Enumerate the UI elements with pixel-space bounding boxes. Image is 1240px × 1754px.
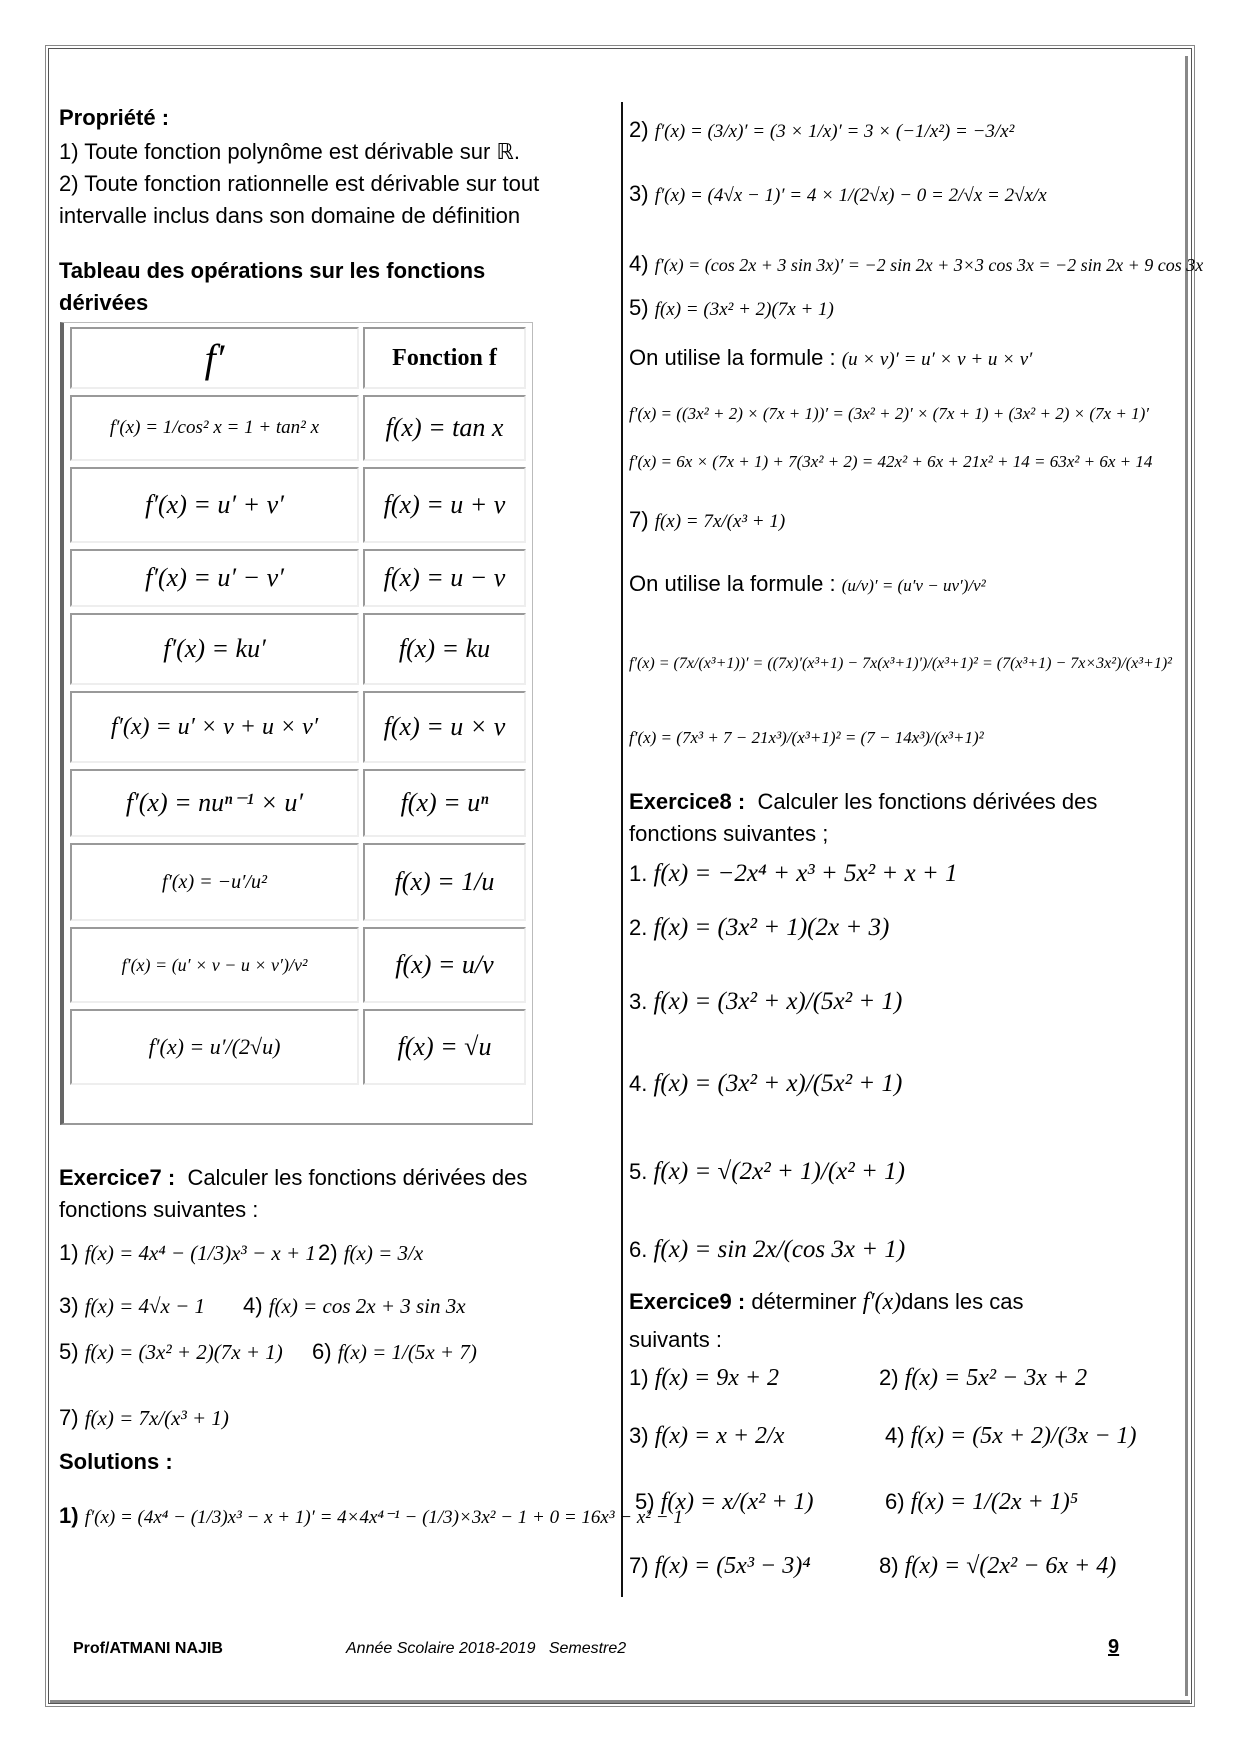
- derivative-cell: [70, 467, 359, 543]
- property-title: Propriété :: [59, 105, 170, 130]
- derivative-formula: f′(x) = u′/(2√u): [148, 1034, 281, 1059]
- ex9-text-after: dans les cas: [901, 1289, 1024, 1314]
- table-row: [68, 1007, 528, 1087]
- derivative-formula: f′(x) = nuⁿ⁻¹ × u′: [125, 788, 304, 817]
- solution-5: [629, 292, 834, 326]
- solution-5-line-1: f′(x) = ((3x² + 2) × (7x + 1))′ = (3x² + 2)′ × (7x + 1) + (3x² + 2) × (7x + 1)′: [629, 404, 1149, 423]
- item-formula: f(x) = √(2x² + 1)/(x² + 1): [653, 1158, 905, 1185]
- footer-year: Année Scolaire 2018-2019 Semestre2: [346, 1640, 627, 1657]
- item-number: 1): [629, 1365, 649, 1390]
- ex8-title: Exercice8 :: [629, 789, 746, 814]
- item-number: 3): [629, 1423, 649, 1448]
- item-number: 7): [59, 1405, 79, 1430]
- ex7-heading: [59, 1162, 527, 1194]
- item-number: 6): [312, 1339, 332, 1364]
- solution-function: f(x) = 7x/(x³ + 1): [654, 511, 786, 532]
- table-title: Tableau des opérations sur les fonctions: [59, 258, 486, 283]
- solution-number: 7): [629, 507, 649, 532]
- header-derivative-label: f′: [204, 335, 225, 381]
- item-formula: f(x) = (5x + 2)/(3x − 1): [910, 1423, 1137, 1449]
- solution-4: [629, 248, 1203, 281]
- ex7-item-2: [318, 1237, 423, 1269]
- solution-7-line-1: f′(x) = (7x/(x³+1))′ = ((7x)′(x³+1) − 7x(x³+1)′)/(x³+1)² = (7(x³+1) − 7x×3x²)/(x³+1)²: [629, 655, 1172, 672]
- solution-1: [59, 1500, 683, 1534]
- item-formula: f(x) = (3x² + x)/(5x² + 1): [653, 988, 903, 1015]
- table-row: [68, 611, 528, 687]
- property-item-2-cont: intervalle inclus dans son domaine de définition: [59, 203, 521, 228]
- solution-function: f(x) = (3x² + 2)(7x + 1): [654, 299, 834, 320]
- item-formula: f(x) = 5x² − 3x + 2: [904, 1365, 1088, 1391]
- ex9-item-2: [879, 1362, 1087, 1394]
- page-border-right: [1185, 56, 1188, 1696]
- ex9-item-3: [629, 1420, 784, 1452]
- item-number: 8): [879, 1553, 899, 1578]
- ex7-item-1: [59, 1237, 316, 1269]
- item-number: 4.: [629, 1071, 648, 1096]
- solution-number: 5): [629, 295, 649, 320]
- function-cell: [363, 613, 526, 685]
- header-function: [363, 327, 526, 389]
- item-formula: f(x) = (3x² + x)/(5x² + 1): [653, 1070, 903, 1097]
- function-formula: f(x) = u/v: [395, 950, 494, 979]
- table-row: [68, 393, 528, 463]
- ex8-item-5: [629, 1156, 905, 1188]
- ex9-item-5: [635, 1486, 814, 1518]
- ex8-item-3: [629, 986, 902, 1018]
- ex9-item-8: [879, 1550, 1116, 1582]
- function-cell: [363, 691, 526, 763]
- derivative-cell: [70, 549, 359, 607]
- function-formula: f(x) = u + v: [383, 490, 506, 519]
- derivative-formula: f′(x) = (u′ × v − u × v′)/v²: [121, 954, 308, 975]
- derivative-formula: f′(x) = 1/cos² x = 1 + tan² x: [109, 417, 320, 438]
- ex7-item-5: [59, 1336, 283, 1368]
- item-number: 3.: [629, 989, 648, 1014]
- solution-formula: f′(x) = (3/x)′ = (3 × 1/x)′ = 3 × (−1/x²) = −3/x²: [654, 121, 1015, 142]
- item-formula: f(x) = 7x/(x³ + 1): [84, 1406, 229, 1430]
- function-formula: f(x) = uⁿ: [400, 788, 489, 817]
- solution-number: 4): [629, 251, 649, 276]
- formula-label: On utilise la formule :: [629, 345, 836, 370]
- item-formula: f(x) = (5x³ − 3)⁴: [654, 1553, 811, 1579]
- ex8-heading: [629, 786, 1097, 818]
- ex7-item-7: [59, 1402, 229, 1434]
- derivative-formula: f′(x) = u′ + v′: [145, 490, 284, 519]
- solutions-title: Solutions :: [59, 1449, 173, 1474]
- table-row: [68, 925, 528, 1005]
- ex7-item-6: [312, 1336, 477, 1368]
- item-number: 4): [885, 1423, 905, 1448]
- column-divider: [621, 102, 623, 1597]
- solution-7-formula: [629, 568, 986, 602]
- solution-number: 1): [59, 1503, 79, 1528]
- item-number: 2): [318, 1240, 338, 1265]
- ex8-text-cont: fonctions suivantes ;: [629, 821, 829, 846]
- ex7-item-3: [59, 1290, 205, 1322]
- property-item-1: 1) Toute fonction polynôme est dérivable sur ℝ.: [59, 139, 520, 164]
- derivatives-table: [60, 322, 533, 1125]
- function-formula: f(x) = tan x: [385, 413, 504, 442]
- item-number: 2.: [629, 915, 648, 940]
- derivative-cell: [70, 843, 359, 921]
- ex7-title: Exercice7 :: [59, 1165, 176, 1190]
- solution-7-line-2: f′(x) = (7x³ + 7 − 21x³)/(x³+1)² = (7 − 14x³)/(x³+1)²: [629, 728, 984, 747]
- function-cell: [363, 1009, 526, 1085]
- item-number: 7): [629, 1553, 649, 1578]
- item-number: 1): [59, 1240, 79, 1265]
- item-number: 2): [879, 1365, 899, 1390]
- item-formula: f(x) = √(2x² − 6x + 4): [904, 1553, 1117, 1579]
- function-cell: [363, 549, 526, 607]
- page-border-bottom: [50, 1700, 1190, 1703]
- ex9-text-cont: suivants :: [629, 1327, 722, 1352]
- ex9-item-6: [885, 1486, 1078, 1518]
- item-formula: f(x) = (3x² + 2)(7x + 1): [84, 1340, 283, 1364]
- derivative-cell: [70, 927, 359, 1003]
- solution-formula: f′(x) = (cos 2x + 3 sin 3x)′ = −2 sin 2x + 3×3 cos 3x = −2 sin 2x + 9 cos 3x: [654, 255, 1204, 275]
- ex8-item-6: [629, 1234, 905, 1266]
- item-number: 5): [635, 1489, 655, 1514]
- item-formula: f(x) = 9x + 2: [654, 1365, 780, 1391]
- item-number: 6.: [629, 1237, 648, 1262]
- footer-author: Prof/ATMANI NAJIB: [73, 1640, 223, 1657]
- derivative-formula: f′(x) = −u′/u²: [161, 870, 268, 893]
- ex9-fprime: f′(x): [862, 1289, 902, 1315]
- derivative-formula: f′(x) = ku′: [163, 634, 266, 663]
- item-number: 4): [243, 1293, 263, 1318]
- function-cell: [363, 467, 526, 543]
- derivative-cell: [70, 613, 359, 685]
- header-derivative: [70, 327, 359, 389]
- item-number: 6): [885, 1489, 905, 1514]
- solution-5-line-2: f′(x) = 6x × (7x + 1) + 7(3x² + 2) = 42x² + 6x + 21x² + 14 = 63x² + 6x + 14: [629, 452, 1153, 471]
- ex7-text: Calculer les fonctions dérivées des: [187, 1165, 528, 1190]
- header-function-label: Fonction f: [392, 344, 497, 371]
- item-formula: f(x) = 4x⁴ − (1/3)x³ − x + 1: [84, 1241, 316, 1265]
- ex8-item-2: [629, 912, 889, 944]
- ex9-heading: [629, 1286, 1023, 1318]
- derivative-cell: [70, 1009, 359, 1085]
- item-formula: f(x) = 4√x − 1: [84, 1294, 206, 1318]
- derivative-cell: [70, 395, 359, 461]
- ex9-text: déterminer: [751, 1289, 857, 1314]
- formula: (u/v)′ = (u′v − uv′)/v²: [841, 576, 986, 595]
- function-cell: [363, 843, 526, 921]
- item-formula: f(x) = 1/(2x + 1)⁵: [910, 1489, 1079, 1515]
- property-item-2: 2) Toute fonction rationnelle est dérivable sur tout: [59, 171, 540, 196]
- function-formula: f(x) = u × v: [383, 712, 506, 741]
- function-formula: f(x) = 1/u: [394, 867, 495, 896]
- solution-number: 2): [629, 117, 649, 142]
- item-formula: f(x) = −2x⁴ + x³ + 5x² + x + 1: [653, 860, 958, 887]
- derivative-cell: [70, 769, 359, 837]
- item-formula: f(x) = x/(x² + 1): [660, 1489, 814, 1515]
- ex8-item-1: [629, 858, 957, 890]
- derivative-formula: f′(x) = u′ × v + u × v′: [110, 713, 319, 740]
- item-number: 5): [59, 1339, 79, 1364]
- item-formula: f(x) = 1/(5x + 7): [337, 1340, 477, 1364]
- solution-7: [629, 504, 785, 538]
- solution-formula: f′(x) = (4x⁴ − (1/3)x³ − x + 1)′ = 4×4x⁴⁻¹ − (1/3)×3x² − 1 + 0 = 16x³ − x² − 1: [84, 1507, 683, 1528]
- table-row: [68, 767, 528, 839]
- derivative-formula: f′(x) = u′ − v′: [145, 563, 284, 592]
- table-header-row: [68, 325, 528, 391]
- derivative-cell: [70, 691, 359, 763]
- item-formula: f(x) = 3/x: [343, 1241, 424, 1265]
- function-cell: [363, 395, 526, 461]
- solution-2: [629, 114, 1014, 148]
- table-title-cont: dérivées: [59, 290, 149, 315]
- item-number: 1.: [629, 861, 648, 886]
- solution-formula: f′(x) = (4√x − 1)′ = 4 × 1/(2√x) − 0 = 2/√x = 2√x/x: [654, 185, 1047, 206]
- ex9-title: Exercice9 :: [629, 1289, 746, 1314]
- ex9-item-1: [629, 1362, 779, 1394]
- item-number: 5.: [629, 1159, 648, 1184]
- ex7-item-4: [243, 1290, 466, 1322]
- function-cell: [363, 927, 526, 1003]
- table-row: [68, 689, 528, 765]
- item-formula: f(x) = x + 2/x: [654, 1423, 785, 1449]
- function-formula: f(x) = ku: [398, 634, 491, 663]
- item-number: 3): [59, 1293, 79, 1318]
- item-formula: f(x) = sin 2x/(cos 3x + 1): [653, 1236, 906, 1263]
- ex7-text-cont: fonctions suivantes :: [59, 1197, 259, 1222]
- formula-label: On utilise la formule :: [629, 571, 836, 596]
- ex9-item-4: [885, 1420, 1137, 1452]
- solution-number: 3): [629, 181, 649, 206]
- function-formula: f(x) = √u: [397, 1032, 492, 1061]
- item-formula: f(x) = cos 2x + 3 sin 3x: [268, 1294, 466, 1318]
- function-cell: [363, 769, 526, 837]
- function-formula: f(x) = u − v: [383, 563, 506, 592]
- ex8-item-4: [629, 1068, 902, 1100]
- solution-5-formula: [629, 342, 1032, 376]
- table-row: [68, 547, 528, 609]
- ex8-text: Calculer les fonctions dérivées des: [757, 789, 1098, 814]
- page-number: 9: [1108, 1636, 1120, 1658]
- ex9-item-7: [629, 1550, 811, 1582]
- solution-3: [629, 178, 1047, 212]
- table-row: [68, 465, 528, 545]
- table-row: [68, 841, 528, 923]
- item-formula: f(x) = (3x² + 1)(2x + 3): [653, 914, 890, 941]
- formula: (u × v)′ = u′ × v + u × v′: [841, 349, 1033, 370]
